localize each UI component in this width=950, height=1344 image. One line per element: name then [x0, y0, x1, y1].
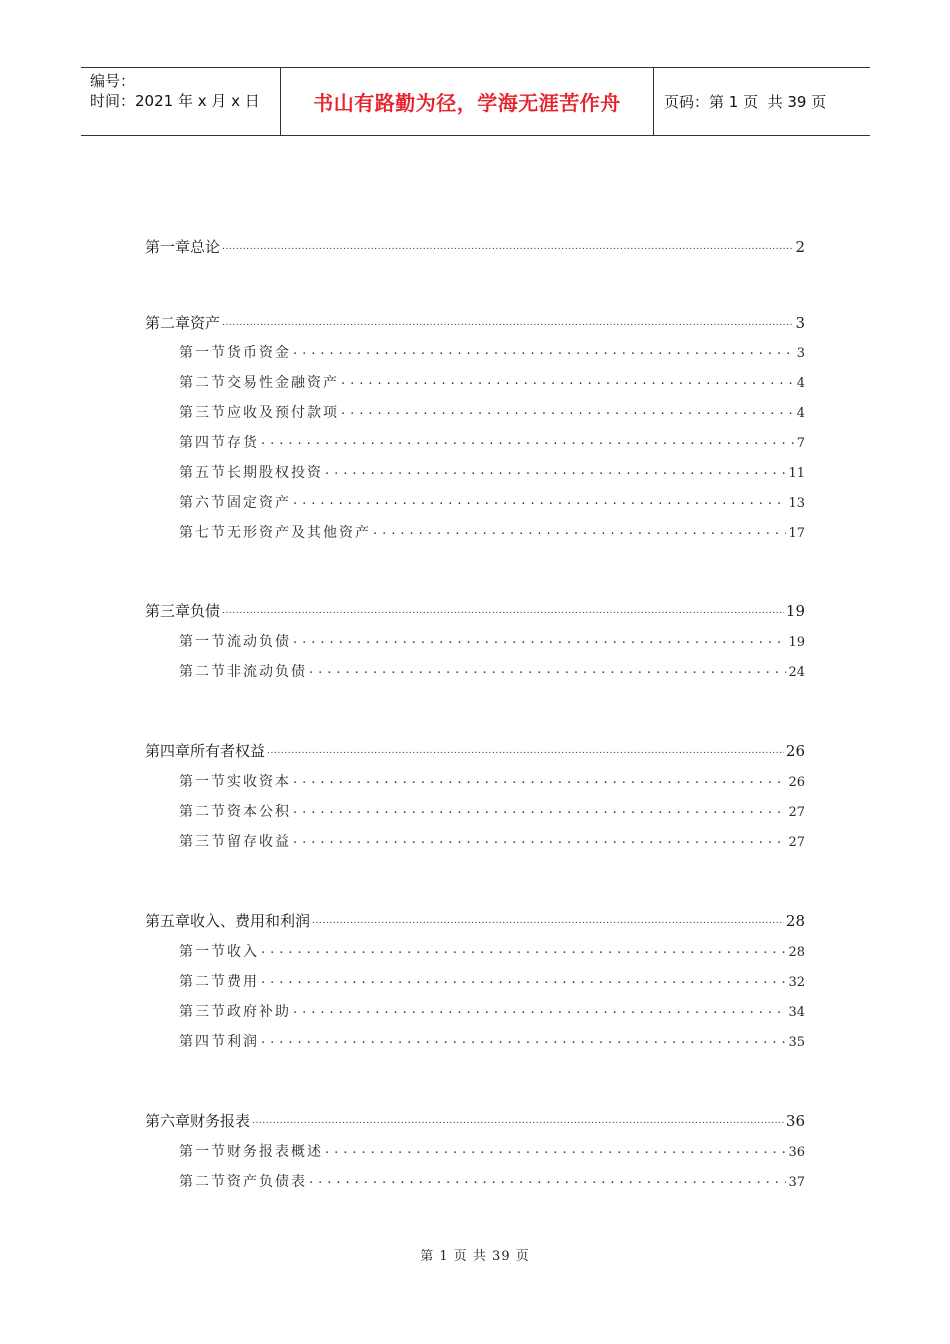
toc-leader-dots [222, 313, 793, 328]
toc-leader-dots [261, 972, 786, 986]
toc-section[interactable] [179, 831, 805, 851]
toc-section[interactable] [179, 661, 805, 681]
toc-leader-dots [293, 1002, 786, 1016]
toc-entry-title: 第二章资产 [145, 314, 221, 332]
toc-chapter-2[interactable] [145, 312, 805, 333]
toc-entry-page: 4 [796, 406, 805, 421]
toc-leader-dots [267, 741, 784, 756]
toc-section[interactable] [179, 1141, 805, 1161]
toc-entry-title: 第一节收入 [179, 944, 259, 960]
toc-leader-dots [222, 601, 784, 616]
toc-entry-page: 28 [785, 912, 805, 930]
toc-entry-page: 36 [785, 1112, 805, 1130]
toc-entry-page: 19 [785, 602, 805, 620]
toc-leader-dots [341, 373, 795, 387]
toc-leader-dots [261, 433, 795, 447]
toc-leader-dots [309, 662, 786, 676]
toc-entry-title: 第一章总论 [145, 238, 221, 256]
toc-leader-dots [293, 802, 786, 816]
toc-leader-dots [293, 832, 786, 846]
toc-leader-dots [293, 772, 786, 786]
toc-section[interactable] [179, 522, 805, 542]
toc-entry-page: 11 [788, 466, 805, 481]
toc-leader-dots [261, 1032, 786, 1046]
toc-entry-page: 37 [788, 1175, 805, 1190]
toc-leader-dots [312, 911, 784, 926]
toc-entry-title: 第二节资本公积 [179, 804, 291, 820]
toc-entry-page: 24 [788, 665, 805, 680]
footer-page-number: 第 1 页 共 39 页 [420, 1249, 530, 1264]
toc-entry-title: 第六章财务报表 [145, 1112, 251, 1130]
toc-entry-title: 第二节交易性金融资产 [179, 375, 339, 391]
toc-entry-title: 第三节政府补助 [179, 1004, 291, 1020]
toc-section[interactable] [179, 1171, 805, 1191]
toc-entry-title: 第五章收入、费用和利润 [145, 912, 311, 930]
toc-entry-page: 32 [788, 975, 805, 990]
document-header [81, 67, 870, 136]
toc-entry-title: 第一节实收资本 [179, 774, 291, 790]
toc-entry-page: 35 [788, 1035, 805, 1050]
toc-entry-page: 19 [788, 635, 805, 650]
toc-entry-title: 第四节利润 [179, 1034, 259, 1050]
toc-chapter-1[interactable] [145, 236, 805, 257]
toc-leader-dots [293, 632, 786, 646]
toc-leader-dots [252, 1111, 784, 1126]
page-footer [0, 1245, 950, 1264]
toc-entry-page: 26 [785, 742, 805, 760]
toc-entry-title: 第二节费用 [179, 974, 259, 990]
motto-text: 书山有路勤为径，学海无涯苦作舟 [313, 91, 621, 115]
toc-entry-page: 36 [788, 1145, 805, 1160]
toc-entry-page: 28 [788, 945, 805, 960]
toc-leader-dots [341, 403, 795, 417]
toc-leader-dots [325, 463, 786, 477]
toc-section[interactable] [179, 631, 805, 651]
toc-entry-title: 第七节无形资产及其他资产 [179, 525, 371, 541]
toc-section[interactable] [179, 1031, 805, 1051]
toc-chapter-3[interactable] [145, 600, 805, 621]
toc-leader-dots [325, 1142, 786, 1156]
toc-chapter-5[interactable] [145, 910, 805, 931]
toc-section[interactable] [179, 462, 805, 482]
toc-section[interactable] [179, 801, 805, 821]
number-label: 编号： [90, 72, 136, 90]
toc-section[interactable] [179, 941, 805, 961]
toc-section[interactable] [179, 432, 805, 452]
toc-entry-page: 26 [788, 775, 805, 790]
toc-entry-page: 7 [796, 436, 805, 451]
toc-entry-title: 第五节长期股权投资 [179, 465, 323, 481]
toc-entry-title: 第二节非流动负债 [179, 664, 307, 680]
toc-leader-dots [293, 343, 795, 357]
toc-entry-title: 第一节流动负债 [179, 634, 291, 650]
toc-entry-title: 第三章负债 [145, 602, 221, 620]
toc-leader-dots [293, 493, 786, 507]
toc-entry-title: 第一节货币资金 [179, 345, 291, 361]
toc-entry-page: 4 [796, 376, 805, 391]
toc-entry-page: 27 [788, 835, 805, 850]
toc-entry-title: 第四章所有者权益 [145, 742, 266, 760]
toc-entry-title: 第三节留存收益 [179, 834, 291, 850]
toc-section[interactable] [179, 402, 805, 422]
toc-chapter-4[interactable] [145, 740, 805, 761]
toc-section[interactable] [179, 771, 805, 791]
toc-entry-title: 第三节应收及预付款项 [179, 405, 339, 421]
toc-entry-page: 2 [795, 238, 805, 256]
header-motto-cell [281, 68, 654, 135]
toc-entry-page: 13 [788, 496, 805, 511]
toc-leader-dots [309, 1172, 786, 1186]
toc-leader-dots [261, 942, 786, 956]
toc-leader-dots [222, 237, 793, 252]
toc-leader-dots [373, 523, 786, 537]
toc-entry-page: 34 [788, 1005, 805, 1020]
toc-section[interactable] [179, 971, 805, 991]
toc-section[interactable] [179, 372, 805, 392]
page-info-text: 页码：第 1 页 共 39 页 [664, 93, 827, 111]
time-label: 时间：2021 年 x 月 x 日 [90, 92, 260, 110]
toc-section[interactable] [179, 342, 805, 362]
toc-entry-title: 第四节存货 [179, 435, 259, 451]
toc-section[interactable] [179, 492, 805, 512]
toc-section[interactable] [179, 1001, 805, 1021]
toc-entry-title: 第一节财务报表概述 [179, 1144, 323, 1160]
toc-entry-title: 第二节资产负债表 [179, 1174, 307, 1190]
header-page-cell [654, 68, 870, 135]
toc-entry-page: 3 [796, 346, 805, 361]
toc-chapter-6[interactable] [145, 1110, 805, 1131]
header-info-cell [81, 68, 281, 135]
toc-entry-page: 27 [788, 805, 805, 820]
toc-entry-page: 17 [788, 526, 805, 541]
toc-entry-title: 第六节固定资产 [179, 495, 291, 511]
toc-entry-page: 3 [795, 314, 805, 332]
